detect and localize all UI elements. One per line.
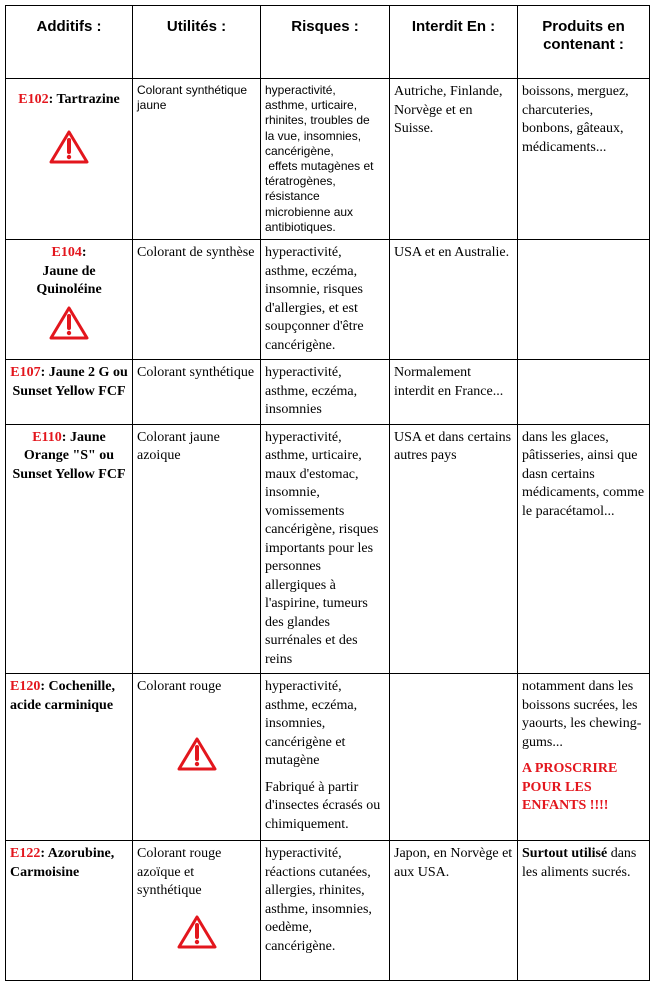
produits-text: dans les aliments sucrés. xyxy=(522,846,637,880)
risques-cell xyxy=(261,674,390,841)
header-produits xyxy=(518,6,650,79)
interdit-cell: Japon, en Norvège et aux USA. xyxy=(390,841,518,981)
warning-triangle-icon xyxy=(49,130,89,164)
header-row xyxy=(6,6,650,79)
additive-name: Azorubine, Carmoisine xyxy=(10,846,115,880)
additive-sep: : xyxy=(61,429,70,445)
risques-extra-text: Fabriqué à partir d'insectes écrasés ou chimiquement. xyxy=(265,779,381,832)
warning-triangle-icon xyxy=(177,915,217,949)
additives-table xyxy=(5,5,650,981)
produits-bold: Surtout utilisé xyxy=(522,846,608,862)
additive-name: Tartrazine xyxy=(56,92,120,107)
additive-code: E122 xyxy=(10,846,41,862)
risques-cell: hyperactivité, réactions cutanées, allergies, rhinites, asthme, insomnies, oedème, cancérigène. xyxy=(261,841,390,981)
additive-code: E104 xyxy=(51,245,82,261)
risque-line: cancérigène, xyxy=(265,143,334,158)
risque-line: hyperactivité, xyxy=(265,83,336,97)
header-utilites: Utilités : xyxy=(133,6,261,79)
interdit-cell: USA et dans certains autres pays xyxy=(390,424,518,674)
risque-line: la vue, insomnies, xyxy=(265,128,362,143)
table-row xyxy=(6,79,650,240)
produits-cell xyxy=(518,360,650,425)
utilite-cell: Colorant synthétique jaune xyxy=(133,79,261,240)
risques-cell: hyperactivité, asthme, urticaire, maux d'estomac, insomnie, vomissements cancérigène, risques importants pour les personnes allergiques à l'aspirine, tumeurs des glandes surrénales et des reins xyxy=(261,424,390,674)
utilite-cell xyxy=(133,674,261,841)
additive-code: E110 xyxy=(32,429,62,445)
produits-text: notamment dans les boissons sucrées, les yaourts, les chewing-gums... xyxy=(522,679,642,750)
interdit-cell: USA et en Australie. xyxy=(390,240,518,360)
additive-sep: : xyxy=(81,245,87,261)
utilite-cell: Colorant synthétique xyxy=(133,360,261,425)
additive-name: Jaune 2 G ou Sunset Yellow FCF xyxy=(12,365,128,399)
additive-sep: : xyxy=(48,92,57,107)
table-row xyxy=(6,360,650,425)
table-row xyxy=(6,240,650,360)
header-produits-line1: Produits en xyxy=(542,18,625,35)
additive-name: Cochenille, acide carminique xyxy=(10,679,116,713)
risque-line: antibiotiques. xyxy=(265,219,336,234)
risque-line: tératrogènes, xyxy=(265,174,336,189)
header-interdit: Interdit En : xyxy=(390,6,518,79)
risque-line: microbienne aux xyxy=(265,204,354,219)
risques-cell: hyperactivité, asthme, eczéma, insomnies xyxy=(261,360,390,425)
additive-cell xyxy=(6,841,133,981)
additive-cell xyxy=(6,79,133,240)
warning-triangle-icon xyxy=(177,737,217,771)
risque-line: asthme, urticaire, xyxy=(265,98,358,113)
interdit-cell: Autriche, Finlande, Norvège et en Suisse. xyxy=(390,79,518,240)
additive-code: E102 xyxy=(18,92,49,107)
risques-text: hyperactivité, asthme, eczéma, insomnies, cancérigène et mutagène xyxy=(265,679,358,769)
produits-cell: dans les glaces, pâtisseries, ainsi que dasn certains médicaments, comme le paracétamol... xyxy=(518,424,650,674)
warning-triangle-icon xyxy=(49,306,89,340)
additive-cell xyxy=(6,424,133,674)
risques-cell: hyperactivité, asthme, eczéma, insomnie, risques d'allergies, et est soupçonner d'être cancérigène. xyxy=(261,240,390,360)
additive-cell xyxy=(6,360,133,425)
additive-sep: : xyxy=(40,679,49,695)
additive-code: E120 xyxy=(10,679,41,695)
utilite-cell: Colorant jaune azoique xyxy=(133,424,261,674)
additive-code: E107 xyxy=(10,365,41,381)
produits-cell xyxy=(518,841,650,981)
additive-name: Jaune Orange "S" ou Sunset Yellow FCF xyxy=(12,429,126,482)
produits-cell xyxy=(518,240,650,360)
produits-alert: A PROSCRIRE POUR LES ENFANTS !!!! xyxy=(522,761,618,814)
table-row xyxy=(6,674,650,841)
additive-sep: : xyxy=(40,365,49,381)
interdit-cell: Normalement interdit en France... xyxy=(390,360,518,425)
produits-cell xyxy=(518,674,650,841)
interdit-cell xyxy=(390,674,518,841)
additive-cell xyxy=(6,674,133,841)
utilite-text: Colorant rouge xyxy=(137,679,222,695)
utilite-cell: Colorant de synthèse xyxy=(133,240,261,360)
risques-cell xyxy=(261,79,390,240)
produits-cell: boissons, merguez, charcuteries, bonbons, gâteaux, médicaments... xyxy=(518,79,650,240)
header-produits-line2: contenant : xyxy=(543,36,624,53)
additive-sep: : xyxy=(40,846,48,862)
table-row xyxy=(6,841,650,981)
utilite-text: Colorant rouge azoïque et synthétique xyxy=(137,846,222,899)
risque-line: résistance xyxy=(265,189,320,204)
header-risques: Risques : xyxy=(261,6,390,79)
additive-name: Jaune de Quinoléine xyxy=(36,263,102,298)
table-row xyxy=(6,424,650,674)
risque-line: effets mutagènes et xyxy=(265,159,374,174)
additive-cell xyxy=(6,240,133,360)
utilite-cell xyxy=(133,841,261,981)
header-additifs: Additifs : xyxy=(6,6,133,79)
risque-line: rhinites, troubles de xyxy=(265,113,370,128)
